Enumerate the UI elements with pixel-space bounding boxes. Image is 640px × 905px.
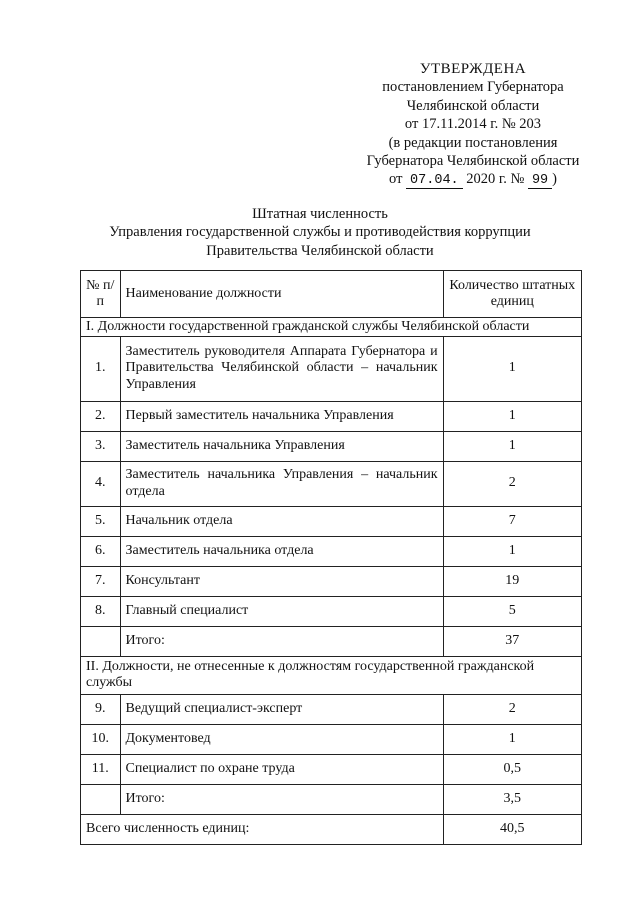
table-row <box>81 506 582 536</box>
table-row <box>81 754 582 784</box>
row-num: 8. <box>81 596 121 626</box>
row-qty: 1 <box>443 724 581 754</box>
row-name: Заместитель начальника отдела <box>120 536 443 566</box>
amendment-date: 07.04. <box>406 173 463 189</box>
amendment-year: 2020 г. <box>466 171 507 188</box>
table-row <box>81 596 582 626</box>
row-num-empty <box>81 626 121 656</box>
row-name: Специалист по охране труда <box>120 754 443 784</box>
table-row <box>81 566 582 596</box>
row-qty: 1 <box>443 401 581 431</box>
table-header-row <box>81 271 582 318</box>
row-qty: 19 <box>443 566 581 596</box>
row-name: Начальник отдела <box>120 506 443 536</box>
subtotal-row <box>81 626 582 656</box>
subtotal-qty: 37 <box>443 626 581 656</box>
row-num: 3. <box>81 431 121 461</box>
row-name: Ведущий специалист-эксперт <box>120 694 443 724</box>
header-name: Наименование должности <box>120 271 443 318</box>
header-num: № п/п <box>81 271 121 318</box>
approval-line: (в редакции постановления <box>388 134 558 151</box>
approval-heading: УТВЕРЖДЕНА <box>419 61 527 77</box>
row-num: 9. <box>81 694 121 724</box>
amendment-number-label: № <box>510 171 525 188</box>
row-num: 2. <box>81 401 121 431</box>
row-num: 7. <box>81 566 121 596</box>
amendment-number: 99 <box>528 173 552 189</box>
approval-line: Губернатора Челябинской области <box>366 153 580 170</box>
amendment-prefix: от <box>389 171 403 188</box>
table-row <box>81 431 582 461</box>
section-row <box>81 318 582 337</box>
row-num: 1. <box>81 336 121 401</box>
row-qty: 0,5 <box>443 754 581 784</box>
row-name: Заместитель начальника Управления <box>120 431 443 461</box>
row-name: Консультант <box>120 566 443 596</box>
table-row <box>81 461 582 506</box>
section-row <box>81 656 582 694</box>
amendment-line <box>358 170 588 189</box>
row-num: 11. <box>81 754 121 784</box>
table-row <box>81 336 582 401</box>
section-2-title: II. Должности, не отнесенные к должностям государственной гражданской службы <box>81 656 582 694</box>
row-qty: 5 <box>443 596 581 626</box>
subtotal-qty: 3,5 <box>443 784 581 814</box>
row-qty: 2 <box>443 694 581 724</box>
row-name: Документовед <box>120 724 443 754</box>
row-num-empty <box>81 784 121 814</box>
table-row <box>81 694 582 724</box>
row-num: 10. <box>81 724 121 754</box>
title-line: Штатная численность <box>252 206 388 222</box>
row-qty: 1 <box>443 431 581 461</box>
document-title <box>90 205 550 260</box>
row-qty: 2 <box>443 461 581 506</box>
row-num: 4. <box>81 461 121 506</box>
staffing-table <box>80 270 582 845</box>
row-qty: 1 <box>443 336 581 401</box>
total-row <box>81 814 582 844</box>
approval-line: постановлением Губернатора <box>382 79 564 96</box>
section-1-title: I. Должности государственной гражданской службы Челябинской области <box>81 318 582 337</box>
subtotal-label: Итого: <box>120 784 443 814</box>
row-name: Заместитель начальника Управления – начальник отдела <box>120 461 443 506</box>
header-qty: Количество штатных единиц <box>443 271 581 318</box>
row-name: Главный специалист <box>120 596 443 626</box>
total-qty: 40,5 <box>443 814 581 844</box>
table-row <box>81 724 582 754</box>
title-line: Правительства Челябинской области <box>206 242 434 259</box>
total-label: Всего численность единиц: <box>81 814 444 844</box>
subtotal-label: Итого: <box>120 626 443 656</box>
row-qty: 1 <box>443 536 581 566</box>
row-num: 5. <box>81 506 121 536</box>
row-qty: 7 <box>443 506 581 536</box>
approval-line: Челябинской области <box>406 97 540 114</box>
amendment-close: ) <box>552 171 557 188</box>
approval-line: от 17.11.2014 г. № 203 <box>404 116 542 133</box>
table-row <box>81 536 582 566</box>
title-line: Управления государственной службы и противодействия коррупции <box>109 224 531 241</box>
row-name: Первый заместитель начальника Управления <box>120 401 443 431</box>
row-name: Заместитель руководителя Аппарата Губернатора и Правительства Челябинской области – начальник Управления <box>120 336 443 401</box>
table-row <box>81 401 582 431</box>
approval-block <box>358 60 588 189</box>
row-num: 6. <box>81 536 121 566</box>
subtotal-row <box>81 784 582 814</box>
